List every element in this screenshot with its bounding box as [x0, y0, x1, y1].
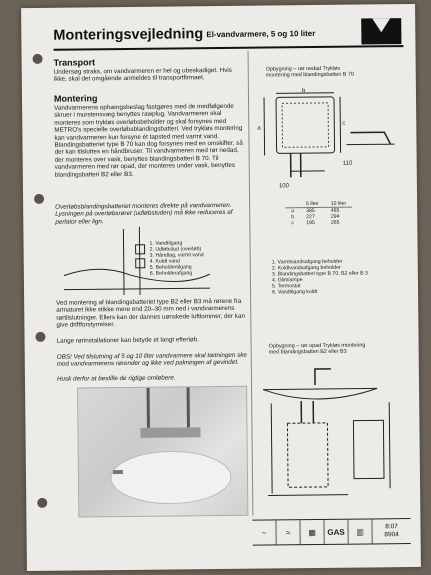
obs-reminder: Husk derfor at bestille de rigtige omløbere.: [56, 374, 176, 383]
dim-a-label: a: [257, 125, 261, 132]
punch-hole: [37, 498, 47, 508]
document-code: [372, 519, 410, 543]
header-rule: [53, 45, 403, 51]
legend-item: 6. Vandtilgang koldt: [272, 289, 318, 296]
legend-item: 6. Beholderafgang: [149, 270, 193, 278]
obs-note: OBS! Ved tilslutning af 5 og 10 liter vandvarmere skal tætningen ske mod vandvarmerens rørender og ikke ved pakningen af gevindet.: [56, 351, 247, 369]
transport-text: Undersøg straks, om vandvarmeren er hel og ubeskadiget. Hvis ikke, skal det omgående anmeldes til transportfirmaet.: [53, 66, 232, 84]
radiator-symbol-icon: ▦: [300, 520, 324, 544]
table-header-row: 5 liter 10 liter: [285, 201, 352, 208]
legend-item: 1. Varmtvandsafgang beholder: [271, 258, 343, 266]
pipe-note: Lange rørinstallationer kan betyde et langt efterløb.: [56, 336, 200, 345]
right-bottom-caption: Opbygning – rør opad Trykløs montering med blandingsbatteri B2 eller B3: [268, 342, 366, 356]
page-subtitle: El-vandvarmere, 5 og 10 liter: [206, 28, 316, 40]
montering-italic-text: Overløbsblandingsbatteriet monteres direkte på vandvarmeren. Lysningen på overløbsrøret (udløbstuden) må ikke reduceres af perlator eller lign.: [55, 201, 233, 226]
legend-item: 5. Beholdertilgang: [149, 264, 192, 272]
dim-b-label: b: [301, 88, 306, 95]
dim-110-label: 110: [342, 160, 353, 167]
table-row: c 195 265: [291, 219, 340, 227]
dim-c-label: c: [342, 120, 346, 127]
legend-item: 2. Udløbstud (overløb): [149, 246, 202, 253]
legend-item: 2. Koldtvandsafgang beholder: [271, 264, 341, 272]
heater-up-diagram: [257, 362, 409, 514]
punch-hole: [33, 54, 43, 64]
code-top: 8:07: [385, 523, 398, 531]
legend-item: 5. Termostat: [271, 283, 301, 290]
montering-text: Vandvarmerens ophængsbeslag fastgøres med de medfølgende skruer i murstensvæg benyttes rawplug. Vandvarmeren skal monteres som trykløs overløbsbeholder og skal forsynes med METRO's specielle overløbsblandingsbatteri. Ved trykløs montering kan vandvarmeren kun forsyne ét tapsted med varmt vand. Blandingsbatteriet type B 70 kan dog forsynes med en omskifter, så der kan tilsluttes en håndbruser. Til vandvarmeren med rør nedad, der monteres over vask, benyttes blandingsbatteri B 70. Til vandvarmeren med rør opad, der monteres under vask, benyttes blandingsbatteri B2 eller B3.: [54, 102, 243, 179]
heater-symbol-icon: ▥: [348, 519, 372, 543]
transport-heading: Transport: [53, 57, 96, 68]
right-legend: [272, 258, 392, 296]
dimensions-table: [285, 201, 352, 227]
gas-symbol-icon: GAS: [324, 520, 348, 544]
punch-hole: [34, 194, 44, 204]
product-photo: [77, 386, 248, 518]
legend-item: 1. Vandtilgang: [149, 240, 183, 247]
legend-item: 4. Koldt vand: [149, 258, 181, 266]
dim-100-label: 100: [278, 183, 289, 190]
instruction-sheet: [21, 4, 421, 571]
left-diagram-legend: [150, 240, 204, 277]
right-top-caption: Opbygning – rør nedad Trykløs montering med blandingsbatteri B 70: [265, 65, 354, 79]
water-symbol-icon: ≈: [276, 520, 300, 544]
b2-note: Ved montering af blandingsbatteriet type B2 eller B3 må rørene fra armaturet ikke stikke mere end 20–30 mm ned i vandvarmerens rørtilslutninger. Ellers kan der dannes uønskede luftlommer, der kan give driftforstyrrelser.: [56, 297, 245, 329]
table-row: a 385 465: [291, 207, 340, 215]
legend-item: 3. Blandingsbatteri type B 70, B2 eller B 3: [271, 270, 368, 278]
legend-item: 3. Håndtag, varmt vand: [149, 252, 204, 259]
montering-heading: Montering: [53, 93, 98, 104]
footer-symbols: [252, 518, 410, 546]
legend-item: 4. Glimlampe: [271, 277, 303, 284]
brand-logo-icon: [361, 18, 401, 44]
punch-hole: [35, 332, 45, 342]
page-title: Monteringsvejledning: [53, 26, 204, 44]
table-row: b 227 294: [291, 213, 340, 221]
electric-symbol-icon: ~: [252, 520, 276, 544]
heater-down-diagram: [254, 84, 405, 198]
code-bottom: 8904: [384, 531, 399, 539]
